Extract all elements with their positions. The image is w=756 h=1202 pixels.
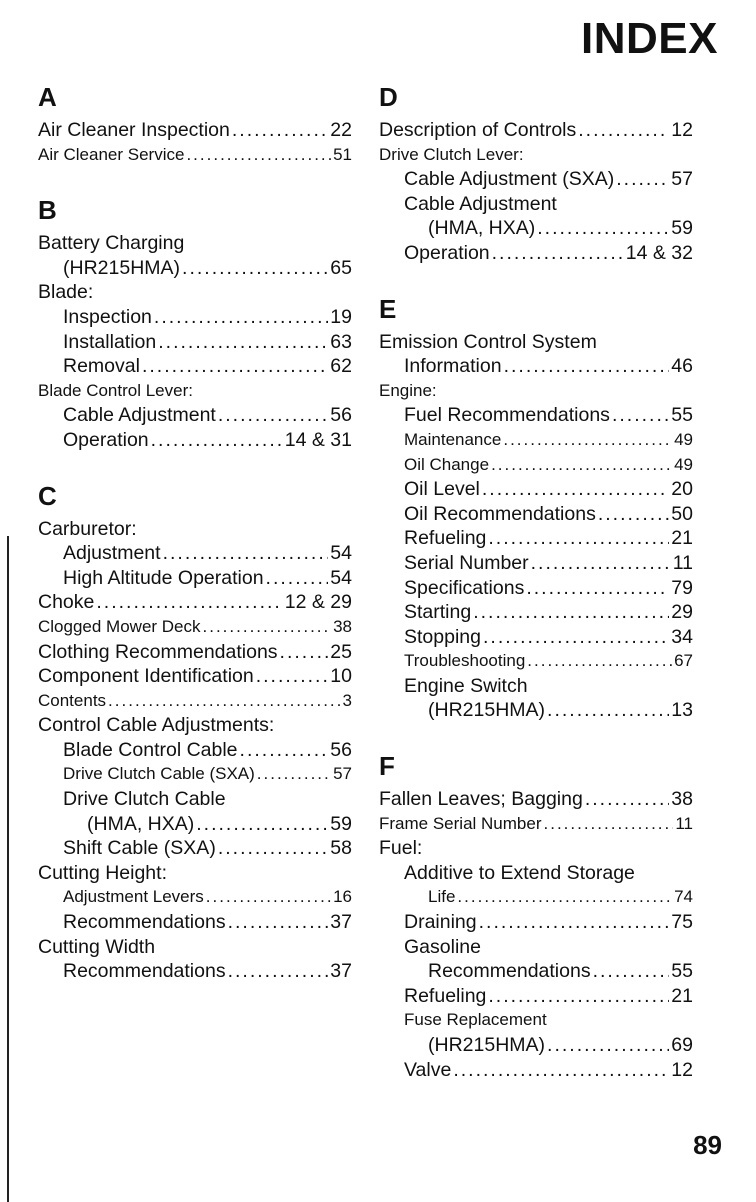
index-entry: [38, 713, 352, 738]
section-letter: F: [379, 751, 395, 782]
index-entry-text: Operation: [404, 241, 490, 264]
index-entry: [379, 379, 693, 404]
index-entry-text: Engine Switch: [404, 674, 528, 697]
dot-leader: [598, 502, 669, 527]
dot-leader: [154, 305, 328, 330]
index-entry: [379, 453, 693, 478]
index-section-a: [38, 82, 352, 167]
dot-leader: [453, 1058, 669, 1083]
page-number: 89: [693, 1130, 722, 1160]
index-entry-text: Cutting Height:: [38, 861, 167, 884]
index-entry: [38, 566, 352, 591]
dot-leader: [616, 167, 669, 192]
index-entry-text: Valve: [404, 1058, 452, 1081]
section-letter: A: [38, 82, 57, 112]
index-entry-text: Serial Number: [404, 551, 529, 574]
index-entry-page: 59: [671, 217, 693, 240]
index-entry-page: 29: [671, 601, 693, 624]
index-entry-text: Clogged Mower Deck: [38, 616, 201, 636]
index-entry-text: Oil Recommendations: [404, 502, 596, 525]
index-entry-page: 3: [342, 690, 352, 710]
index-entry-page: 14 & 31: [284, 428, 352, 451]
index-entry-page: 79: [671, 576, 693, 599]
dot-leader: [206, 885, 331, 910]
index-entry-page: 38: [671, 788, 693, 811]
index-entry: [38, 280, 352, 305]
index-entry-text: Refueling: [404, 984, 487, 1007]
dot-leader: [488, 984, 669, 1009]
index-entry: [379, 1033, 693, 1058]
dot-leader: [473, 600, 669, 625]
index-entry-text: Starting: [404, 601, 472, 624]
index-entry-text: Recommendations: [63, 911, 226, 934]
dot-leader: [504, 354, 670, 379]
index-entry-text: Oil Change: [404, 454, 490, 474]
index-entry-page: 19: [330, 305, 352, 328]
index-entry: [379, 959, 693, 984]
index-entry: [379, 836, 693, 861]
index-entry-text: High Altitude Operation: [63, 566, 264, 589]
index-entry: [38, 517, 352, 542]
dot-leader: [228, 959, 329, 984]
index-entry-text: Drive Clutch Lever:: [379, 144, 524, 164]
index-entry-text: Air Cleaner Inspection: [38, 119, 230, 141]
index-entry-text: Shift Cable (SXA): [63, 837, 216, 860]
index-entry: [379, 143, 693, 168]
index-entry-text: Information: [404, 355, 502, 378]
index-entry-text: Cable Adjustment: [63, 404, 216, 427]
index-entry: [38, 403, 352, 428]
index-entry-page: 37: [330, 960, 352, 983]
index-entry: [38, 640, 352, 665]
index-entry: [38, 836, 352, 861]
index-entry-text: Frame Serial Number: [379, 813, 542, 833]
index-entry-text: Description of Controls: [379, 119, 577, 141]
index-entry-text: (HMA, HXA): [87, 812, 195, 835]
index-entry-text: (HR215HMA): [63, 256, 181, 279]
index-entry-page: 34: [671, 625, 693, 648]
index-entry-text: Cable Adjustment: [404, 192, 557, 215]
index-entry-page: 57: [671, 168, 693, 191]
index-column-left: [38, 82, 352, 1012]
index-section-c: [38, 481, 352, 984]
dot-leader: [585, 787, 669, 812]
index-entry: [379, 330, 693, 355]
index-entry: [379, 502, 693, 527]
index-entry: [38, 428, 352, 453]
index-entry: [38, 143, 352, 168]
binding-edge-line: [7, 536, 9, 1202]
index-entry-page: 55: [671, 404, 693, 427]
index-entry: [379, 625, 693, 650]
index-entry: [379, 1008, 693, 1033]
dot-leader: [218, 403, 328, 428]
index-entry-text: Emission Control System: [379, 330, 597, 353]
index-entry-page: 55: [671, 960, 693, 983]
index-section-e: [379, 294, 693, 724]
dot-leader: [492, 241, 624, 266]
index-entry-page: 51: [333, 144, 352, 164]
index-section-d: [379, 82, 693, 266]
index-entry: [38, 738, 352, 763]
dot-leader: [457, 885, 672, 910]
dot-leader: [526, 576, 669, 601]
index-entry: [38, 330, 352, 355]
index-entry: [379, 861, 693, 886]
index-entry-text: Specifications: [404, 576, 525, 599]
index-entry: [379, 526, 693, 551]
dot-leader: [280, 640, 329, 665]
dot-leader: [186, 143, 331, 168]
index-entry: [379, 216, 693, 241]
index-entry-page: 21: [671, 984, 693, 1007]
index-column-right: [379, 82, 693, 1110]
index-entry-text: Stopping: [404, 625, 481, 648]
index-entry-page: 63: [330, 330, 352, 353]
index-entry-page: 12 & 29: [284, 591, 352, 614]
index-entry-page: 38: [333, 616, 352, 636]
index-entry-text: Recommendations: [63, 960, 226, 983]
dot-leader: [527, 649, 672, 674]
dot-leader: [196, 812, 328, 837]
index-entry-page: 54: [330, 566, 352, 589]
index-entry: [379, 354, 693, 379]
dot-leader: [612, 403, 669, 428]
index-entry: [38, 541, 352, 566]
index-entry-page: 54: [330, 542, 352, 565]
index-entry-text: Blade:: [38, 281, 94, 304]
index-entry-text: (HR215HMA): [428, 699, 546, 722]
index-entry: [379, 551, 693, 576]
index-entry: [379, 910, 693, 935]
index-entry-page: 16: [333, 887, 352, 907]
dot-leader: [593, 959, 670, 984]
index-entry-page: 69: [671, 1034, 693, 1056]
index-entry-text: Cable Adjustment (SXA): [404, 168, 615, 191]
index-entry-text: Installation: [63, 330, 157, 353]
index-entry-text: Contents: [38, 690, 107, 710]
index-entry: [38, 305, 352, 330]
index-entry-page: 22: [330, 119, 352, 141]
dot-leader: [544, 812, 674, 837]
index-entry: [379, 1058, 693, 1083]
index-entry: [38, 910, 352, 935]
index-entry-text: Draining: [404, 911, 477, 934]
section-letter: C: [38, 480, 57, 511]
index-entry-text: Drive Clutch Cable (SXA): [63, 764, 255, 784]
index-entry-text: Engine:: [379, 380, 437, 400]
index-entry-page: 37: [330, 911, 352, 934]
index-entry-text: Adjustment: [63, 542, 161, 565]
index-entry-text: Clothing Recommendations: [38, 640, 278, 663]
index-entry-page: 49: [674, 454, 693, 474]
index-entry-text: Recommendations: [428, 960, 591, 983]
dot-leader: [163, 541, 329, 566]
index-entry-page: 59: [330, 812, 352, 835]
index-entry: [38, 590, 352, 615]
page-title: INDEX: [581, 14, 718, 63]
index-entry: [38, 231, 352, 256]
dot-leader: [142, 354, 328, 379]
index-entry: [379, 192, 693, 217]
dot-leader: [547, 1033, 669, 1058]
index-entry-page: 74: [674, 887, 693, 907]
index-entry-text: Oil Level: [404, 478, 480, 501]
index-entry: [379, 600, 693, 625]
dot-leader: [96, 590, 282, 615]
index-entry-text: (HR215HMA): [428, 1034, 546, 1056]
index-entry: [38, 861, 352, 886]
index-entry-page: 50: [671, 502, 693, 525]
index-entry: [38, 762, 352, 787]
dot-leader: [240, 738, 329, 763]
index-entry: [38, 256, 352, 281]
index-entry-page: 11: [675, 813, 693, 833]
index-entry-text: Fuel:: [379, 837, 423, 860]
index-entry: [379, 477, 693, 502]
index-entry-text: Operation: [63, 428, 149, 451]
index-entry-text: Blade Control Cable: [63, 738, 238, 761]
index-entry: [38, 787, 352, 812]
index-entry: [379, 674, 693, 699]
index-entry-text: Drive Clutch Cable: [63, 788, 226, 811]
index-entry-text: Choke: [38, 591, 95, 614]
index-entry: [38, 885, 352, 910]
section-letter: E: [379, 293, 397, 324]
index-entry: [379, 403, 693, 428]
index-entry-text: Refueling: [404, 527, 487, 550]
index-entry-text: Removal: [63, 355, 140, 378]
index-entry: [379, 935, 693, 960]
section-letter: D: [379, 82, 398, 112]
dot-leader: [266, 566, 329, 591]
index-entry: [38, 959, 352, 984]
dot-leader: [232, 118, 328, 143]
index-section-b: [38, 195, 352, 452]
index-entry: [38, 812, 352, 837]
index-entry-text: Adjustment Levers: [63, 887, 204, 907]
index-entry-text: Maintenance: [404, 429, 502, 449]
dot-leader: [108, 689, 340, 714]
index-entry-page: 12: [671, 119, 693, 141]
index-entry-text: Carburetor:: [38, 517, 137, 540]
index-entry: [38, 379, 352, 404]
dot-leader: [488, 526, 669, 551]
index-entry-page: 46: [671, 355, 693, 378]
dot-leader: [218, 836, 328, 861]
index-entry-text: Fallen Leaves; Bagging: [379, 788, 583, 811]
dot-leader: [578, 118, 669, 143]
index-entry-page: 67: [674, 651, 693, 671]
index-entry-text: (HMA, HXA): [428, 217, 536, 240]
index-entry-text: Battery Charging: [38, 232, 185, 255]
index-entry-page: 14 & 32: [625, 241, 693, 264]
index-entry: [379, 167, 693, 192]
section-letter: B: [38, 195, 57, 226]
index-entry-page: 56: [330, 404, 352, 427]
index-entry-page: 49: [674, 429, 693, 449]
index-entry-page: 12: [671, 1058, 693, 1081]
dot-leader: [228, 910, 329, 935]
dot-leader: [531, 551, 671, 576]
index-entry: [379, 812, 693, 837]
index-entry: [379, 787, 693, 812]
index-entry: [38, 664, 352, 689]
dot-leader: [151, 428, 283, 453]
dot-leader: [537, 216, 669, 241]
index-entry-text: Component Identification: [38, 665, 254, 688]
dot-leader: [158, 330, 328, 355]
index-entry-text: Additive to Extend Storage: [404, 861, 635, 884]
index-entry-text: Blade Control Lever:: [38, 380, 193, 400]
index-entry-text: Fuel Recommendations: [404, 404, 610, 427]
index-entry: [38, 689, 352, 714]
index-entry-text: Air Cleaner Service: [38, 144, 185, 164]
index-entry-text: Troubleshooting: [404, 651, 526, 671]
index-entry: [379, 698, 693, 723]
dot-leader: [203, 615, 332, 640]
dot-leader: [479, 910, 670, 935]
dot-leader: [257, 762, 331, 787]
index-entry: [379, 241, 693, 266]
index-entry-page: 65: [330, 256, 352, 279]
index-entry-text: Inspection: [63, 305, 152, 328]
index-entry: [379, 885, 693, 910]
index-entry-page: 10: [330, 665, 352, 688]
index-entry-page: 58: [330, 837, 352, 860]
index-entry-text: Life: [428, 887, 456, 907]
index-entry: [379, 984, 693, 1009]
index-entry-text: Gasoline: [404, 935, 481, 958]
index-entry: [38, 354, 352, 379]
index-entry-text: Control Cable Adjustments:: [38, 714, 275, 737]
dot-leader: [483, 625, 669, 650]
index-entry-text: Fuse Replacement: [404, 1010, 547, 1030]
index-entry-page: 13: [671, 699, 693, 722]
index-entry: [379, 649, 693, 674]
index-entry: [379, 576, 693, 601]
index-entry-page: 11: [672, 551, 693, 574]
index-section-f: [379, 751, 693, 1082]
dot-leader: [256, 664, 329, 689]
index-entry-page: 21: [671, 527, 693, 550]
index-entry: [38, 615, 352, 640]
dot-leader: [547, 698, 669, 723]
index-entry-text: Cutting Width: [38, 935, 156, 958]
dot-leader: [182, 256, 328, 281]
index-entry-page: 75: [671, 911, 693, 934]
index-entry-page: 56: [330, 738, 352, 761]
dot-leader: [503, 428, 672, 453]
index-entry: [379, 118, 693, 143]
index-entry: [379, 428, 693, 453]
index-entry: [38, 118, 352, 143]
dot-leader: [482, 477, 669, 502]
index-entry: [38, 935, 352, 960]
index-entry-page: 25: [330, 640, 352, 663]
dot-leader: [491, 453, 672, 478]
index-entry-page: 62: [330, 355, 352, 378]
index-entry-page: 20: [671, 478, 693, 501]
index-entry-page: 57: [333, 764, 352, 784]
